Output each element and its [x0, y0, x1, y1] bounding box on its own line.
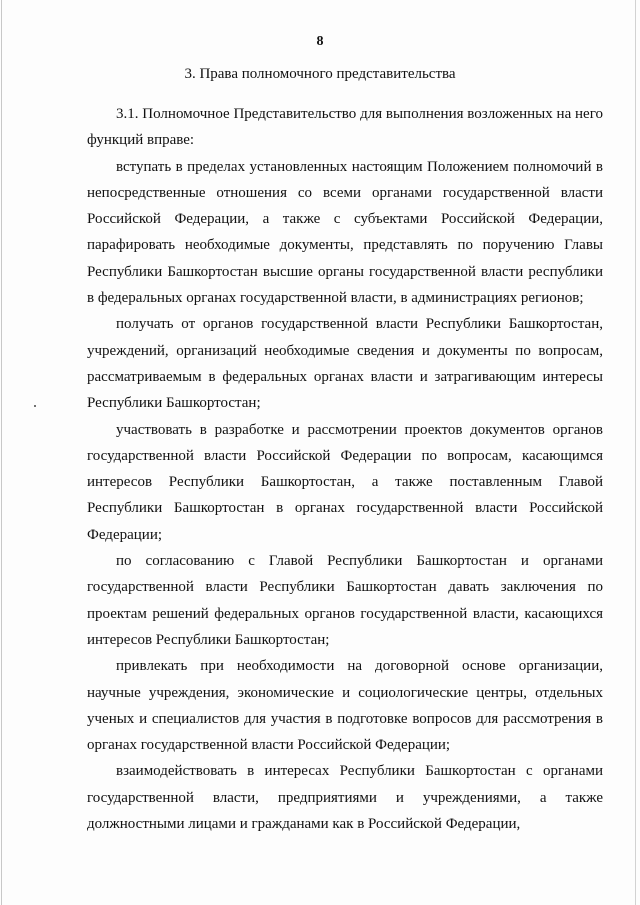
- scan-edge-right: [635, 0, 636, 905]
- paragraph-3-1: 3.1. Полномочное Представительство для выполнения возложенных на него функций вправе:: [87, 106, 603, 149]
- paragraph-receive-information: получать от органов государственной власти Республики Башкортостан, учреждений, организаций необходимые сведения и документы по вопросам, рассматриваемым в федеральных органах власти и затрагивающим интересы Республики Башкортостан;: [87, 316, 603, 412]
- paragraph-interact: взаимодействовать в интересах Республики Башкортостан с органами государственной власти, предприятиями и учреждениями, а также должностными лицами и гражданами как в Российской Федерации,: [87, 763, 603, 833]
- paragraph-engage-organizations: привлекать при необходимости на договорной основе организации, научные учреждения, экономические и социологические центры, отдельных ученых и специалистов для участия в подготовке вопросов для рассмотрения в органах государственной власти Российской Федерации;: [87, 658, 603, 754]
- page-number: 8: [316, 34, 324, 49]
- paragraph-give-conclusions: по согласованию с Главой Республики Башкортостан и органами государственной власти Республики Башкортостан давать заключения по проектам решений федеральных органов государственной власти, касающихся интересов Республики Башкортостан;: [87, 553, 603, 648]
- paragraph-participate-drafting: участвовать в разработке и рассмотрении проектов документов органов государственной власти Российской Федерации по вопросам, касающимся интересов Республики Башкортостан, а также поставленным Главой Республики Башкортостан в органах государственной власти Российской Федерации;: [87, 421, 603, 543]
- document-body: [87, 101, 603, 837]
- scan-speck: [34, 405, 36, 407]
- paragraph-enter-relations: вступать в пределах установленных настоящим Положением полномочий в непосредственные отношения со всеми органами государственной власти Российской Федерации, а также с субъектами Российской Федерации, парафировать необходимые документы, представлять по поручению Главы Республики Башкортостан высшие органы государственной власти республики в федеральных органах государственной власти, в администрациях регионов;: [87, 158, 603, 307]
- section-title: 3. Права полномочного представительства: [184, 66, 456, 82]
- scan-edge-left: [1, 0, 2, 905]
